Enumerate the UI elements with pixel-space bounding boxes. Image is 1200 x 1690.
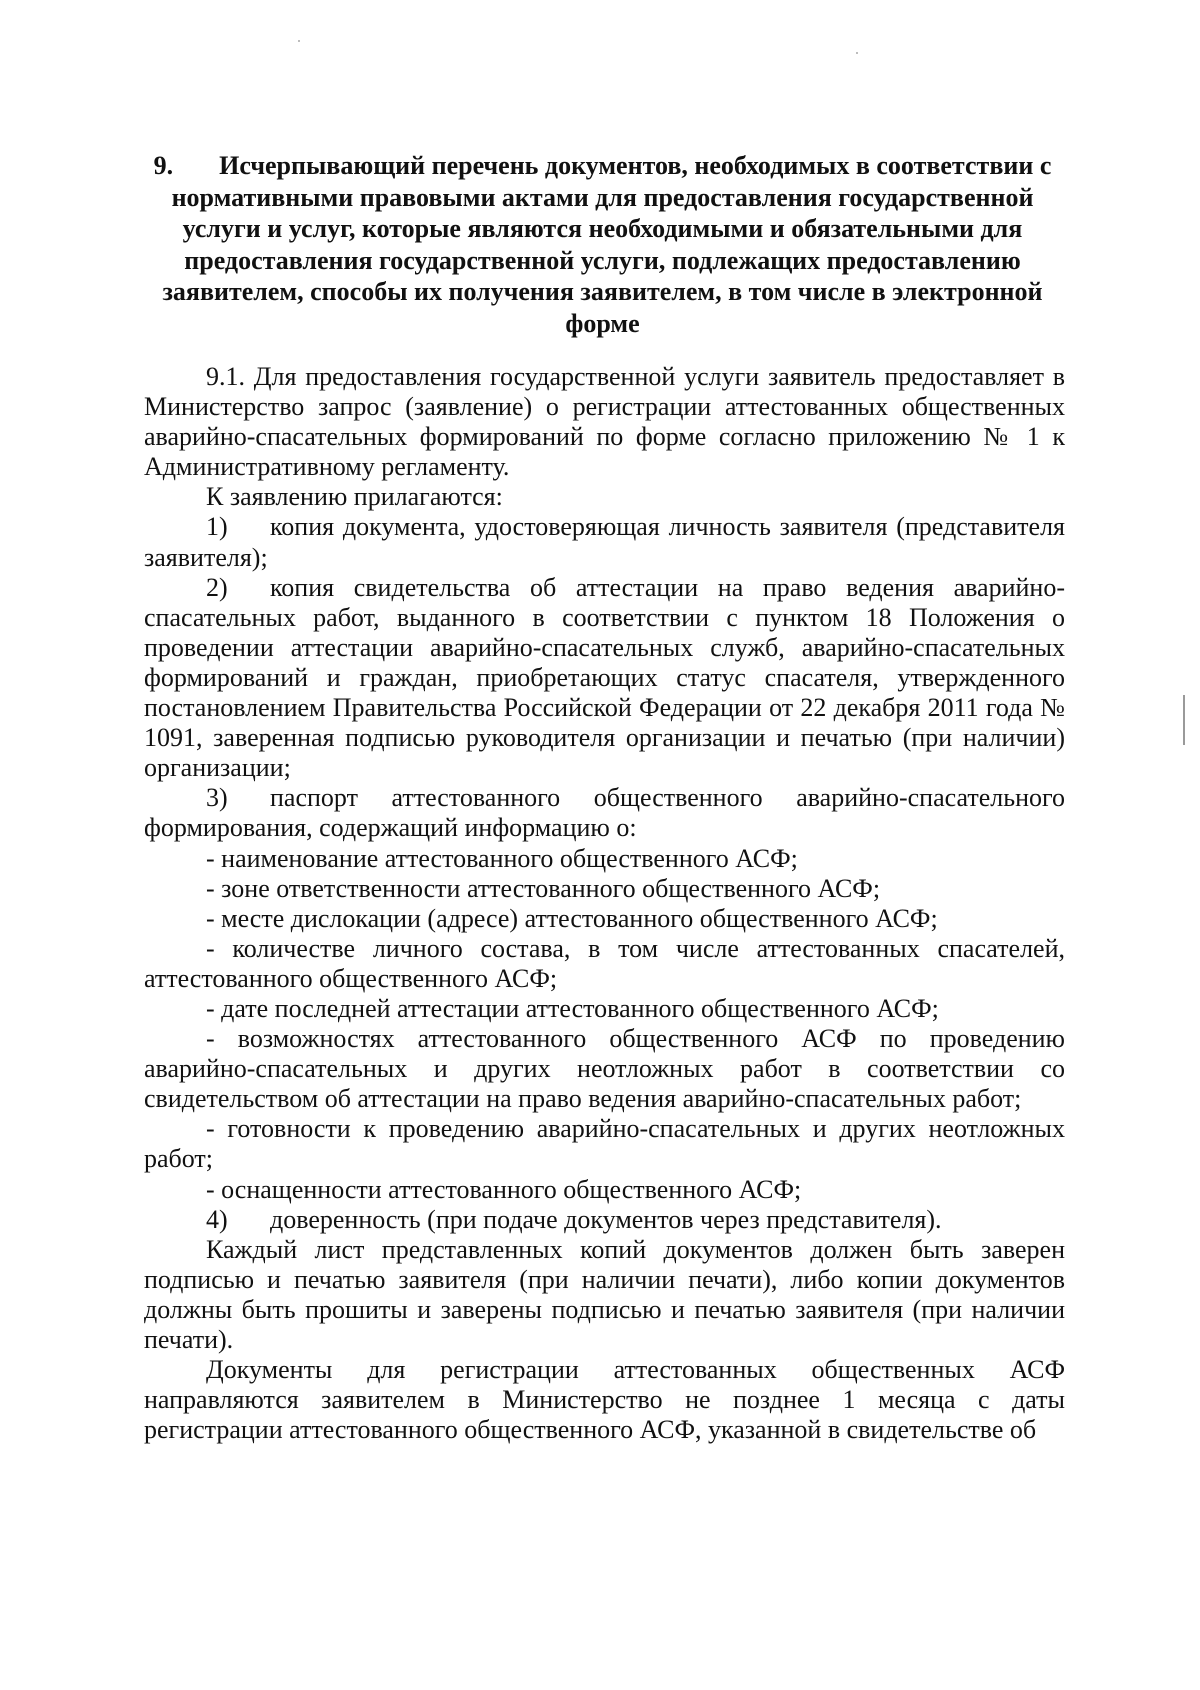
attachments-intro: К заявлению прилагаются: bbox=[206, 482, 503, 512]
list-item bbox=[144, 783, 1065, 843]
section-title: Исчерпывающий перечень документов, необходимых в соответствии с нормативными правовыми актами для предоставления государственной услуги и услуг, которые являются необходимыми и обязательными для предоставления государственной услуги, подлежащих предоставлению заявителем, способы их получения заявителем, в том числе в электронной форме bbox=[162, 151, 1052, 338]
passport-bullet: - возможностях аттестованного общественного АСФ по проведению аварийно-спасательных и других неотложных работ в соответствии со свидетельством об аттестации на право ведения аварийно-спасательных работ; bbox=[144, 1024, 1065, 1114]
section-heading bbox=[140, 150, 1065, 339]
passport-bullet: - дате последней аттестации аттестованного общественного АСФ; bbox=[206, 993, 939, 1023]
list-item bbox=[144, 573, 1065, 784]
list-item-text: копия свидетельства об аттестации на право ведения аварийно-спасательных работ, выданного в соответствии с пунктом 18 Положения о проведении аттестации аварийно-спасательных служб, аварийно-спасательных формирований и граждан, приобретающих статус спасателя, утвержденного постановлением Правительства Российской Федерации от 22 декабря 2011 года № 1091, заверенная подписью руководителя организации и печатью (при наличии) организации; bbox=[144, 572, 1065, 783]
list-item bbox=[144, 1205, 1065, 1235]
list-item-number: 4) bbox=[206, 1204, 228, 1234]
section-number: 9. bbox=[153, 151, 174, 180]
list-item-text: доверенность (при подаче документов через представителя). bbox=[270, 1204, 942, 1234]
passport-bullet: - оснащенности аттестованного общественного АСФ; bbox=[206, 1174, 802, 1204]
scan-artifact-line bbox=[1183, 695, 1185, 745]
paragraph-9-1: 9.1. Для предоставления государственной услуги заявитель предоставляет в Министерство запрос (заявление) о регистрации аттестованных общественных аварийно-спасательных формирований по форме согласно приложению № 1 к Административному регламенту. bbox=[144, 362, 1065, 482]
passport-bullet: - количестве личного состава, в том числе аттестованных спасателей, аттестованного общественного АСФ; bbox=[144, 933, 1065, 993]
document-body bbox=[144, 362, 1065, 1445]
list-item bbox=[144, 512, 1065, 572]
passport-bullet: - готовности к проведению аварийно-спасательных и других неотложных работ; bbox=[144, 1114, 1065, 1174]
scan-speck bbox=[856, 52, 858, 54]
list-item-text: паспорт аттестованного общественного аварийно-спасательного формирования, содержащий информацию о: bbox=[144, 783, 1065, 843]
scan-speck bbox=[298, 40, 300, 42]
submission-deadline-paragraph: Документы для регистрации аттестованных общественных АСФ направляются заявителем в Министерство не позднее 1 месяца с даты регистрации аттестованного общественного АСФ, указанной в свидетельстве об bbox=[144, 1355, 1065, 1445]
passport-bullet: - наименование аттестованного общественного АСФ; bbox=[206, 843, 798, 873]
passport-bullet: - месте дислокации (адресе) аттестованного общественного АСФ; bbox=[206, 903, 938, 933]
list-item-number: 3) bbox=[206, 783, 228, 813]
list-item-number: 2) bbox=[206, 572, 228, 602]
passport-bullet: - зоне ответственности аттестованного общественного АСФ; bbox=[206, 873, 881, 903]
list-item-number: 1) bbox=[206, 512, 228, 542]
list-item-text: копия документа, удостоверяющая личность заявителя (представителя заявителя); bbox=[144, 512, 1065, 572]
copies-certification-paragraph: Каждый лист представленных копий документов должен быть заверен подписью и печатью заявителя (при наличии печати), либо копии документов должны быть прошиты и заверены подписью и печатью заявителя (при наличии печати). bbox=[144, 1234, 1065, 1354]
